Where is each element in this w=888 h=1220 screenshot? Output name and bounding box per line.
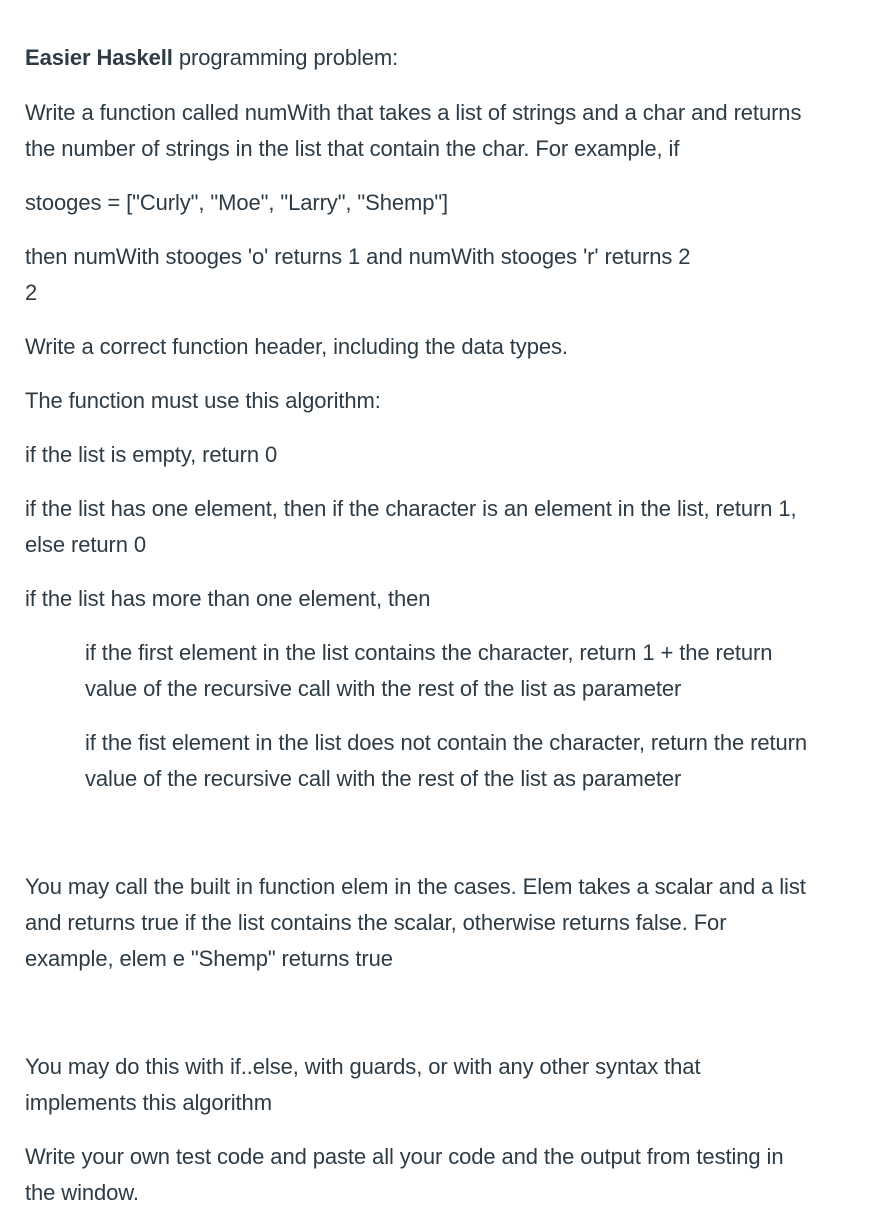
test-note-line-2: the window. (25, 1180, 139, 1205)
sub-case-contains-line-2: value of the recursive call with the rest of the list as parameter (85, 676, 682, 701)
stray-value: 2 (25, 280, 38, 305)
case-many: if the list has more than one element, then (25, 586, 431, 611)
syntax-note-line-1: You may do this with if..else, with guards, or with any other syntax that (25, 1054, 701, 1079)
problem-title (25, 40, 398, 76)
intro-line-2: the number of strings in the list that contain the char. For example, if (25, 136, 680, 161)
title-rest-text: programming problem: (172, 45, 399, 70)
header-instruction: Write a correct function header, including the data types. (25, 334, 568, 359)
stooges-example: stooges = ["Curly", "Moe", "Larry", "Shemp"] (25, 190, 449, 215)
intro-line-1: Write a function called numWith that takes a list of strings and a char and returns (25, 100, 802, 125)
sub-case-contains-line-1: if the first element in the list contains the character, return 1 + the return (85, 640, 773, 665)
syntax-note-line-2: implements this algorithm (25, 1090, 272, 1115)
case-one-line-2: else return 0 (25, 532, 146, 557)
case-one-line-1: if the list has one element, then if the character is an element in the list, return 1, (25, 496, 797, 521)
title-bold-text: Easier Haskell (25, 45, 173, 70)
algorithm-intro: The function must use this algorithm: (25, 388, 381, 413)
case-empty: if the list is empty, return 0 (25, 442, 278, 467)
sub-case-not-contains-line-2: value of the recursive call with the rest of the list as parameter (85, 766, 682, 791)
test-note-line-1: Write your own test code and paste all your code and the output from testing in (25, 1144, 784, 1169)
elem-note-line-3: example, elem e "Shemp" returns true (25, 946, 393, 971)
returns-example: then numWith stooges 'o' returns 1 and numWith stooges 'r' returns 2 (25, 244, 691, 269)
sub-case-not-contains-line-1: if the fist element in the list does not contain the character, return the return (85, 730, 807, 755)
elem-note-line-1: You may call the built in function elem in the cases. Elem takes a scalar and a list (25, 874, 806, 899)
elem-note-line-2: and returns true if the list contains the scalar, otherwise returns false. For (25, 910, 727, 935)
